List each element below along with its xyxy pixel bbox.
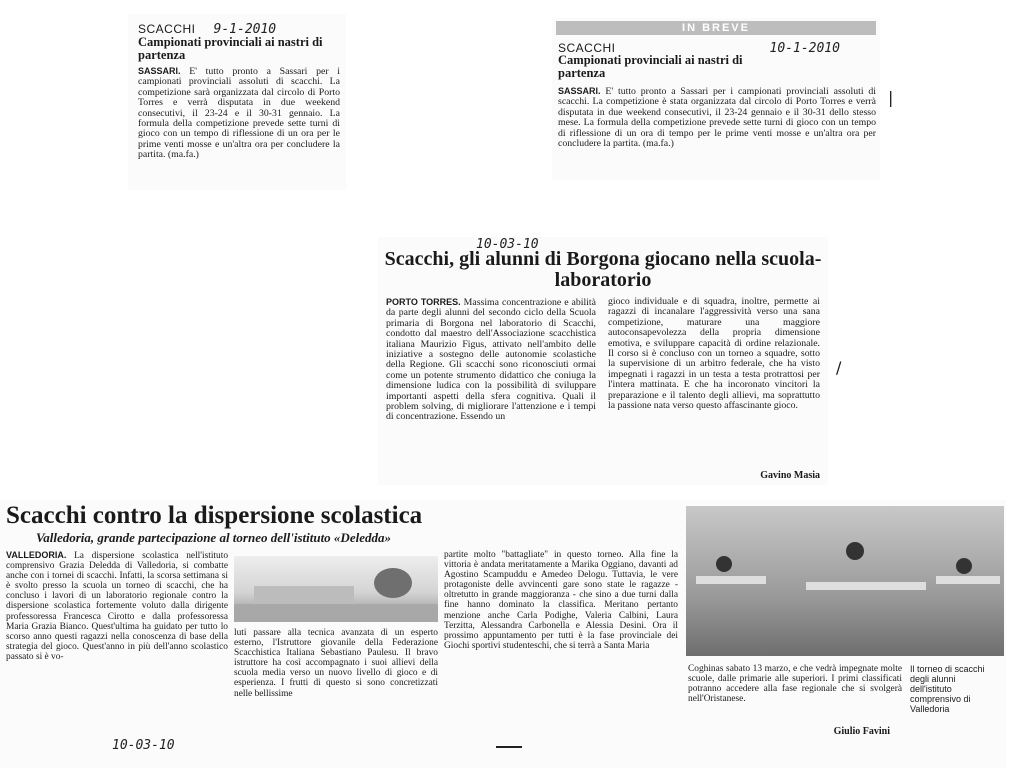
clip2-body: E' tutto pronto a Sassari per i campionati provinciali assoluti di scacchi. La competizione è stata organizzata dal circolo di Porto Torres e verrà disputata in due weekend consecutivi, il 23-24 gennaio e il 30-31 dello stesso mese. La formula della competizione prevede sette turni di gioco con un tempo di riflessione di un ora di tempo per le prime venti mosse e un'altra ora per concludere la partita. (ma.fa.) bbox=[558, 86, 877, 150]
pen-stroke bbox=[496, 746, 522, 748]
clip2-date-handwritten: 10-1-2010 bbox=[769, 41, 840, 56]
clip2-headline: Campionati provinciali ai nastri di partenza bbox=[558, 53, 743, 80]
clip2-kicker: SCACCHI bbox=[558, 41, 616, 55]
clip4-col2: luti passare alla tecnica avanzata di un esperto esterno, l'Istruttore giovanile della Federazione Scacchistica Italiana Sebastiano Paulesu. Il bravo istruttore ha così accompagnato i suoi allievi della scuola media verso un nuovo livello di gioco e di esperienza. I frutti di questo si sono concretizzati nelle bellissime bbox=[234, 628, 438, 699]
margin-mark-2: / bbox=[836, 358, 842, 377]
clip3-col1 bbox=[386, 297, 596, 423]
clipping-1 bbox=[128, 14, 346, 190]
clip1-location: SASSARI. bbox=[138, 66, 181, 76]
clip4-col1-text: La dispersione scolastica nell'istituto comprensivo Grazia Deledda di Valledoria, si combatte anche con i tornei di scacchi. Infatti, la scorsa settimana si è svolto presso la scuola un torneo di scacchi, che ha concluso i lavori di un laboratorio regionale contro la dispersione scolastica fortemente voluto dalla dirigente professoressa Francesca Cirotto e dalla professoressa Maria Grazia Bianco. Quest'ultima ha guidato per tutto lo scorso anno questi ragazzi nella conoscenza di base della strategia del gioco. Quest'anno in più dell'anno scolastico passato si è vo- bbox=[6, 551, 229, 662]
clipping-2 bbox=[552, 18, 880, 180]
clip3-headline: Scacchi, gli alunni di Borgona giocano nella scuola-laboratorio bbox=[384, 248, 822, 291]
clip4-headline: Scacchi contro la dispersione scolastica bbox=[6, 502, 423, 529]
clip3-col1-text: Massima concentrazione e abilità da parte degli alunni del secondo ciclo della Scuola primaria di Borgona nel laboratorio di Scacchi, condotto dal maestro dell'Associazione scacchistica italiana Maurizio Figus, attivato nell'ambito delle iniziative a sostegno delle autonomie scolastiche della Regione. Gli scacchi sono riconosciuti ormai come un potente strumento didattico che coniuga la dimensione ludica con la possibilità di sviluppare importanti aspetti della sfera cognitiva. Quali il problem solving, di migliorare l'attenzione e i tempi di concentrazione. Essendo un bbox=[386, 297, 596, 423]
clip2-section-band: IN BREVE bbox=[556, 21, 876, 35]
clip3-signature: Gavino Masia bbox=[760, 470, 820, 481]
clip1-article bbox=[138, 66, 340, 161]
clip4-subhead: Valledoria, grande partecipazione al torneo dell'istituto «Deledda» bbox=[36, 530, 391, 545]
margin-mark-1: | bbox=[888, 88, 894, 107]
clip3-date-handwritten: 10-03-10 bbox=[476, 237, 539, 252]
clip1-date-handwritten: 9-1-2010 bbox=[213, 22, 277, 37]
clip4-signature: Giulio Favini bbox=[833, 726, 890, 737]
clip1-headline: Campionati provinciali ai nastri di partenza bbox=[138, 35, 323, 62]
school-building-photo bbox=[234, 556, 438, 622]
clip4-col4: Coghinas sabato 13 marzo, e che vedrà impegnate molte scuole, dalle primarie alle superiori. I primi classificati potranno accedere alla fase regionale che si svolgerà nell'Oristanese. bbox=[688, 664, 902, 705]
clip2-location: SASSARI. bbox=[558, 86, 601, 96]
clip2-article bbox=[558, 86, 876, 149]
clip3-col2: gioco individuale e di squadra, inoltre, permette ai ragazzi di incanalare l'aggressività verso una sana competizione, maturare una maggiore autoconsapevolezza della propria dimensione emotiva, e sviluppare capacità di ordine relazionale. Il corso si è concluso con un torneo a squadre, sotto la supervisione di un arbitro federale, che ha visto impegnati i ragazzi in un testa a testa protrattosi per l'intera mattinata. E che ha incoronato vincitori la preparazione e il talento degli allievi, ma soprattutto la passione nata verso questo affascinante gioco. bbox=[608, 296, 820, 412]
clip4-location: VALLEDORIA. bbox=[6, 550, 67, 560]
photo-caption: Il torneo di scacchi degli alunni dell'istituto comprensivo di Valledoria bbox=[910, 664, 985, 714]
clip4-date-handwritten: 10-03-10 bbox=[112, 738, 175, 753]
clipping-4 bbox=[0, 500, 1006, 768]
clip1-body: E' tutto pronto a Sassari per i campionati provinciali assoluti di scacchi. La competizione sarà organizzata dal circolo di Porto Torres e verrà disputata in due weekend consecutivi, il 23-24 e il 30-31 gennaio. La formula della competizione prevede sette turni di gioco con un tempo di riflessione di un ora per le prime venti mosse e un'altra ora per concludere la partita. (ma.fa.) bbox=[138, 66, 340, 161]
clip4-col3: partite molto "battagliate" in questo torneo. Alla fine la vittoria è andata meritatamente a Marika Oggiano, davanti ad Agostino Scampuddu e Amedeo Delogu. Tuttavia, le vere protagoniste delle avvincenti gare sono state le ragazze - oltretutto in grande maggioranza - che sino a due turni dalla fine hanno dominato la classifica. Meritano pertanto menzione anche Carla Podighe, Valeria Calbini, Laura Terzitta, Alessandra Carbonella e Alessia Desini. Ora il prossimo appuntamento per tutti è la fase provinciale dei Giochi sportivi studenteschi, che si terrà a Santa Maria bbox=[444, 550, 678, 651]
clipping-3 bbox=[378, 237, 828, 485]
clip4-col1 bbox=[6, 550, 228, 662]
clip3-location: PORTO TORRES. bbox=[386, 297, 461, 307]
clip1-kicker: SCACCHI bbox=[138, 22, 196, 36]
chess-tournament-photo bbox=[686, 506, 1004, 656]
